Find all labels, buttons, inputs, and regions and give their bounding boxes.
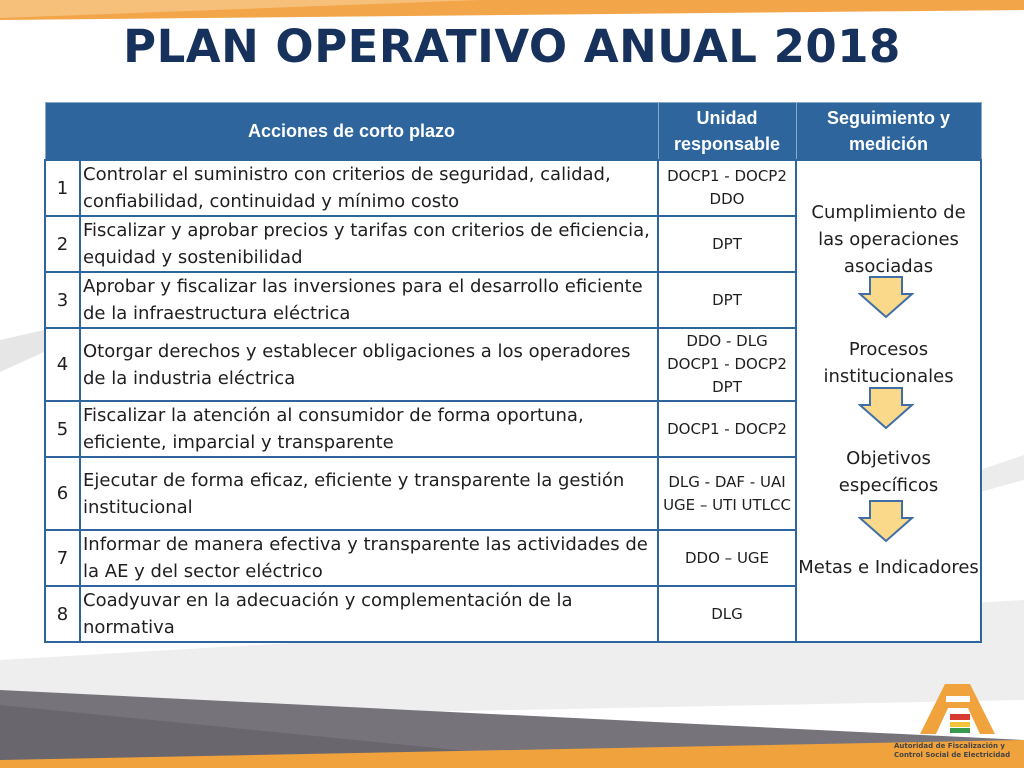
header-actions: Acciones de corto plazo xyxy=(45,103,658,161)
header-unit: Unidad responsable xyxy=(658,103,796,161)
tracking-step-compliance: Cumplimiento de las operaciones asociadas xyxy=(811,202,966,277)
table-row xyxy=(45,160,981,216)
plan-table xyxy=(44,102,982,643)
row-unit: DDO – UGE xyxy=(658,530,796,586)
tracking-step-goals: Metas e Indicadores xyxy=(798,557,979,578)
row-action: Coadyuvar en la adecuación y complementación de la normativa xyxy=(80,586,658,642)
row-action: Otorgar derechos y establecer obligaciones a los operadores de la industria eléctrica xyxy=(80,328,658,401)
row-number: 1 xyxy=(45,160,80,216)
row-number: 4 xyxy=(45,328,80,401)
page-title: PLAN OPERATIVO ANUAL 2018 xyxy=(123,20,901,73)
row-number: 6 xyxy=(45,457,80,530)
tracking-cell xyxy=(796,160,981,642)
tracking-flow xyxy=(797,161,980,641)
down-arrow-icon xyxy=(858,276,914,318)
ae-logo xyxy=(890,676,1024,768)
row-number: 7 xyxy=(45,530,80,586)
tracking-step-processes: Procesos institucionales xyxy=(823,339,954,387)
tracking-step-objectives: Objetivos específicos xyxy=(838,448,939,496)
row-unit: DOCP1 - DOCP2 xyxy=(658,401,796,457)
table-header-row xyxy=(45,103,981,161)
logo-e-bar-2 xyxy=(950,714,970,720)
logo-text-line2: Control Social de Electricidad xyxy=(894,751,1011,759)
row-action: Fiscalizar y aprobar precios y tarifas con criterios de eficiencia, equidad y sostenibilidad xyxy=(80,216,658,272)
row-unit: DDO - DLG DOCP1 - DOCP2 DPT xyxy=(658,328,796,401)
row-action: Informar de manera efectiva y transparente las actividades de la AE y del sector eléctrico xyxy=(80,530,658,586)
logo-e-bar-3 xyxy=(950,722,970,727)
row-action: Controlar el suministro con criterios de seguridad, calidad, confiabilidad, continuidad y mínimo costo xyxy=(80,160,658,216)
logo-e-bar-1 xyxy=(946,696,970,702)
row-number: 3 xyxy=(45,272,80,328)
row-unit: DLG - DAF - UAI UGE – UTI UTLCC xyxy=(658,457,796,530)
row-unit: DPT xyxy=(658,272,796,328)
left-gray-stripe xyxy=(0,330,44,372)
row-unit: DOCP1 - DOCP2 DDO xyxy=(658,160,796,216)
row-action: Ejecutar de forma eficaz, eficiente y transparente la gestión institucional xyxy=(80,457,658,530)
logo-e-bar-4 xyxy=(950,728,970,733)
row-number: 5 xyxy=(45,401,80,457)
header-tracking: Seguimiento y medición xyxy=(796,103,981,161)
row-unit: DLG xyxy=(658,586,796,642)
row-action: Aprobar y fiscalizar las inversiones para el desarrollo eficiente de la infraestructura eléctrica xyxy=(80,272,658,328)
down-arrow-icon xyxy=(858,387,914,429)
row-number: 8 xyxy=(45,586,80,642)
right-gray-stripe xyxy=(980,455,1024,492)
row-action: Fiscalizar la atención al consumidor de forma oportuna, eficiente, imparcial y transparente xyxy=(80,401,658,457)
down-arrow-icon xyxy=(858,500,914,542)
row-unit: DPT xyxy=(658,216,796,272)
logo-text-line1: Autoridad de Fiscalización y xyxy=(894,742,1005,750)
row-number: 2 xyxy=(45,216,80,272)
